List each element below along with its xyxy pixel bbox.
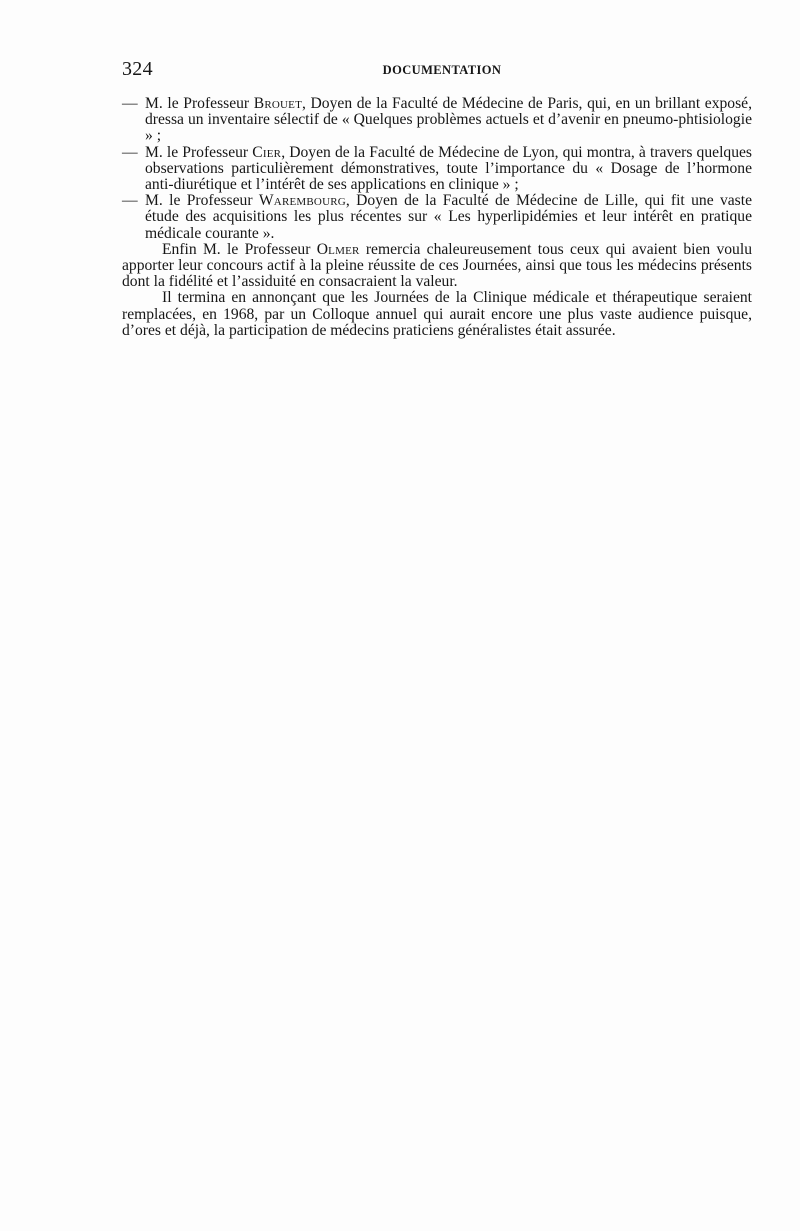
list-item-brouet bbox=[122, 96, 752, 145]
page-number: 324 bbox=[122, 58, 153, 80]
item-text-after: , Doyen de la Faculté de Médecine de Lyon, qui montra, à travers quelques observations particulièrement démonstratives, toute l’importance du « Dosage de l’hormone anti-diurétique et l’intérêt de ses applications en clinique » ; bbox=[145, 143, 752, 194]
body-text bbox=[122, 96, 752, 339]
item-text-before: M. le Professeur bbox=[145, 143, 253, 161]
item-text-before: M. le Professeur bbox=[145, 95, 254, 112]
item-text-after: , Doyen de la Faculté de Médecine de Lille, qui fit une vaste étude des acquisitions les plus récentes sur « Les hyperlipidémies et leur intérêt en pratique médicale courante ». bbox=[145, 192, 752, 242]
list-item-cier bbox=[122, 145, 752, 194]
running-head bbox=[122, 58, 752, 84]
item-text-after: , Doyen de la Faculté de Médecine de Paris, qui, en un brillant exposé, dressa un inventaire sélectif de « Quelques problèmes actuels et d’avenir en pneumo-phtisiologie » ; bbox=[145, 95, 752, 145]
list-item-warembourg bbox=[122, 193, 752, 242]
item-dash: — bbox=[122, 95, 138, 112]
paragraph-closing-thanks bbox=[122, 242, 752, 291]
item-text-before: M. le Professeur bbox=[145, 192, 259, 210]
running-title: DOCUMENTATION bbox=[382, 63, 502, 77]
paragraph-text-after: remercia chaleureusement tous ceux qui avaient bien voulu apporter leur concours actif à la pleine réussite de ces Journées, ainsi que tous les médecins présents dont la fidélité et l’assiduité en consacraient la valeur. bbox=[122, 240, 752, 291]
professor-name: Cier bbox=[252, 143, 282, 161]
item-dash: — bbox=[122, 192, 138, 210]
item-dash: — bbox=[122, 143, 138, 161]
professor-name: Brouet bbox=[253, 95, 303, 112]
professor-name: Warembourg bbox=[258, 192, 346, 210]
paragraph-text-before: Enfin M. le Professeur bbox=[162, 240, 317, 258]
professor-name: Olmer bbox=[316, 240, 360, 258]
paragraph-announcement: Il termina en annonçant que les Journées de la Clinique médicale et thérapeutique seraient remplacées, en 1968, par un Colloque annuel qui aurait encore une plus vaste audience puisque, d’ores et déjà, la participation de médecins praticiens généralistes était assurée. bbox=[122, 289, 752, 339]
